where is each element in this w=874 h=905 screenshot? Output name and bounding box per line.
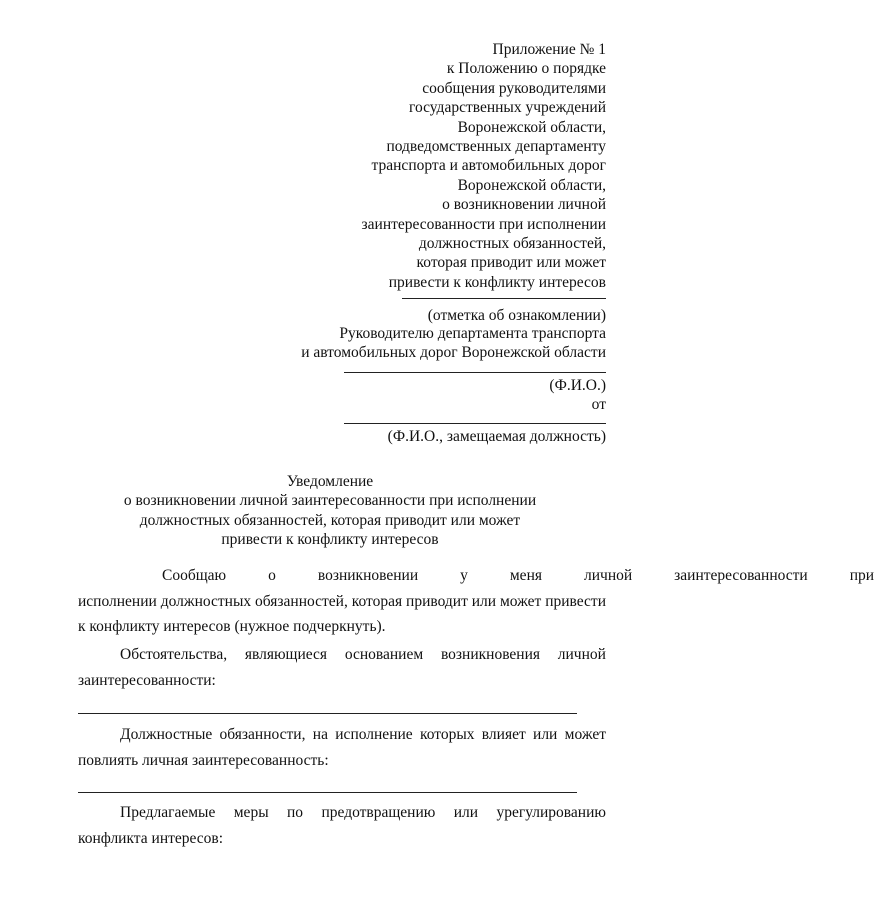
sender-fio-line — [344, 423, 606, 424]
notice-title-line: привести к конфликту интересов — [221, 531, 439, 549]
addressee-line: и автомобильных дорог Воронежской области — [301, 344, 606, 362]
paragraph-duties — [78, 722, 606, 773]
notice-title-line: должностных обязанностей, которая приводит или может — [139, 511, 521, 529]
paragraph-rest: повлиять личная заинтересованность: — [78, 751, 329, 769]
notice-title — [120, 472, 540, 550]
header-line: заинтересованности при исполнении — [361, 215, 606, 233]
paragraph-rest: конфликта интересов: — [78, 829, 224, 847]
acknowledgement-label: (отметка об ознакомлении) — [427, 307, 606, 324]
header-line: транспорта и автомобильных дорог — [371, 157, 606, 175]
duties-fill-line[interactable] — [78, 792, 577, 793]
appendix-header — [276, 40, 606, 292]
paragraph-first-line: Сообщаю о возникновении у меня личной заинтересованности при — [162, 567, 874, 584]
sender-fio-label: (Ф.И.О., замещаемая должность) — [387, 428, 606, 445]
header-line: сообщения руководителями — [422, 79, 606, 97]
header-line: к Положению о порядке — [446, 60, 606, 78]
paragraph-first-line: Обстоятельства, являющиеся основанием возникновения личной — [120, 646, 606, 663]
paragraph-notification — [78, 563, 874, 640]
recipient-fio-label: (Ф.И.О.) — [549, 377, 606, 394]
addressee-block — [206, 324, 606, 363]
acknowledgement-signature-line — [402, 298, 606, 299]
header-line: Воронежской области, — [457, 176, 606, 194]
header-line: Воронежской области, — [457, 118, 606, 136]
header-line: о возникновении личной — [442, 196, 606, 214]
paragraph-first-line: Должностные обязанности, на исполнение которых влияет или может — [120, 726, 606, 743]
header-line: которая приводит или может — [416, 254, 606, 272]
recipient-fio-line — [344, 372, 606, 373]
header-line: подведомственных департаменту — [386, 138, 606, 156]
paragraph-rest: исполнении должностных обязанностей, которая приводит или может привести к конфликту интересов (нужное подчеркнуть). — [78, 592, 606, 635]
header-line: привести к конфликту интересов — [388, 273, 606, 291]
header-line: должностных обязанностей, — [418, 235, 606, 253]
addressee-line: Руководителю департамента транспорта — [339, 325, 606, 342]
paragraph-first-line: Предлагаемые меры по предотвращению или урегулированию — [120, 804, 606, 821]
paragraph-circumstances — [78, 642, 606, 693]
paragraph-measures — [78, 800, 606, 851]
header-line: Приложение № 1 — [492, 41, 606, 58]
header-line: государственных учреждений — [409, 99, 606, 117]
circumstances-fill-line[interactable] — [78, 713, 577, 714]
notice-title-line: Уведомление — [286, 473, 374, 490]
from-label: от — [591, 396, 606, 413]
paragraph-rest: заинтересованности: — [78, 671, 216, 689]
notice-title-line: о возникновении личной заинтересованности при исполнении — [123, 492, 537, 510]
